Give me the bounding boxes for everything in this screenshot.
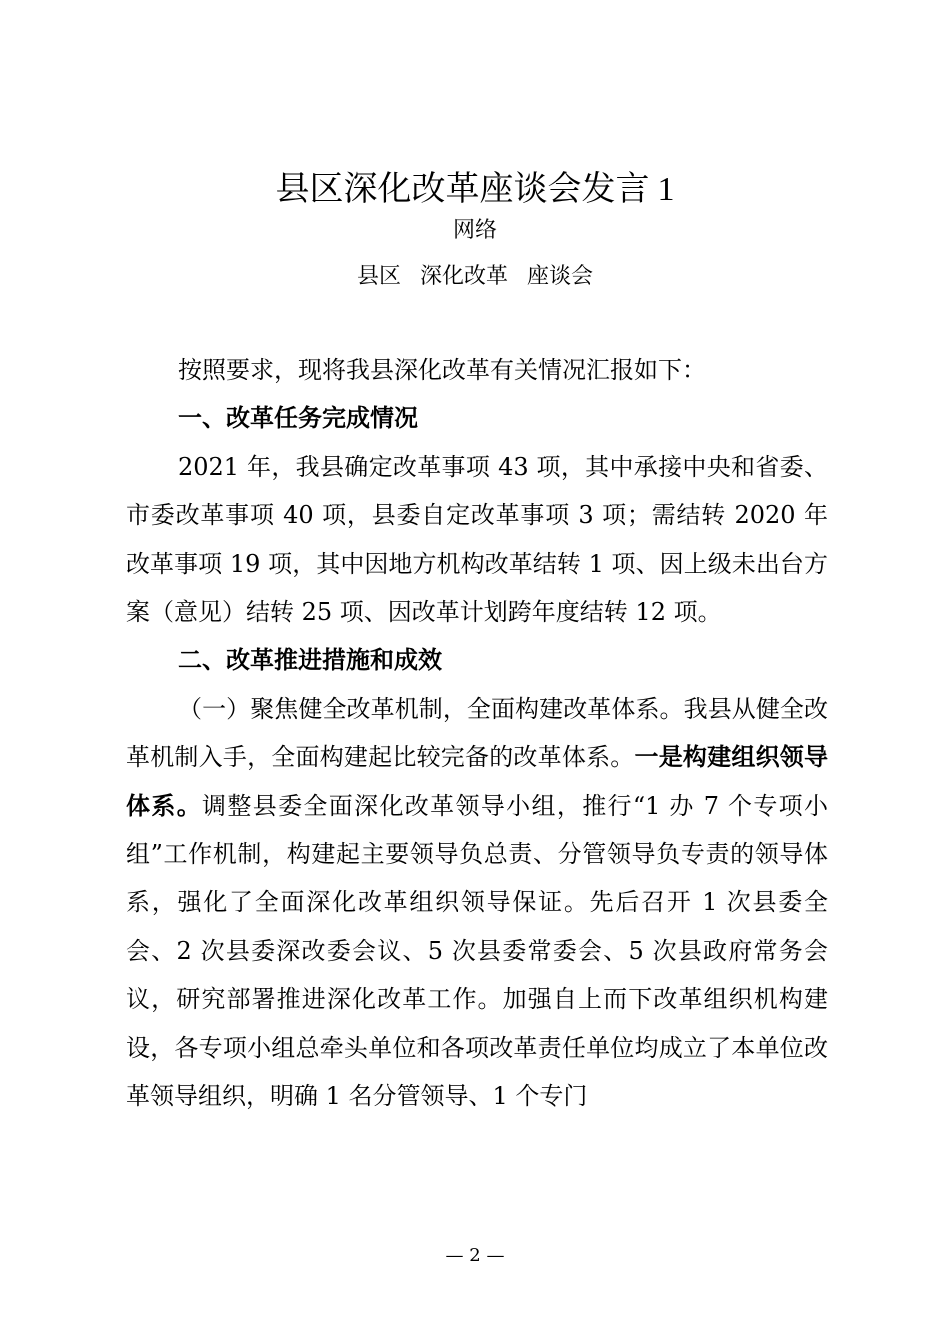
- title-text: 县区深化改革座谈会发言: [275, 169, 650, 209]
- bold-subheading: 一是构建组织领导体系。: [126, 743, 828, 820]
- document-keywords: 县区 深化改革 座谈会: [357, 264, 593, 289]
- document-source: 网络: [452, 218, 497, 243]
- page-number: — 2 —: [445, 1245, 505, 1266]
- section-heading-2: 二、改革推进措施和成效: [178, 646, 442, 675]
- section-1-paragraph: 2021 年，我县确定改革事项 43 项，其中承接中央和省委、市委改革事项 40 项，县委自定改革事项 3 项；需结转 2020 年改革事项 19 项，其中因地方机构改革结转 1 项、因上级未出台方案（意见）结转 25 项、因改革计划跨年度结转 12 项。: [126, 452, 828, 627]
- section-2-paragraph: [126, 685, 828, 1121]
- intro-paragraph: 按照要求，现将我县深化改革有关情况汇报如下：: [178, 356, 706, 384]
- paragraph-rest: 调整县委全面深化改革领导小组，推行“1 办 7 个专项小组”工作机制，构建起主要领导负总责、分管领导负专责的领导体系，强化了全面深化改革组织领导保证。先后召开 1 次县委全会、2 次县委深改委会议、5 次县委常委会、5 次县政府常务会议，研究部署推进深化改革工作。加强自上而下改革组织机构建设，各专项小组总牵头单位和各项改革责任单位均成立了本单位改革领导组织，明确 1 名分管领导、1 个专门: [126, 791, 829, 1111]
- section-heading-1: 一、改革任务完成情况: [178, 404, 418, 433]
- paragraph-lead: （一）聚焦健全改革机制，全面构建改革体系。我县从健全改革机制入手，全面构建起比较完备的改革体系。: [126, 694, 828, 772]
- document-title: [0, 166, 950, 213]
- document-body: [126, 346, 828, 1121]
- title-number: 1: [657, 171, 675, 208]
